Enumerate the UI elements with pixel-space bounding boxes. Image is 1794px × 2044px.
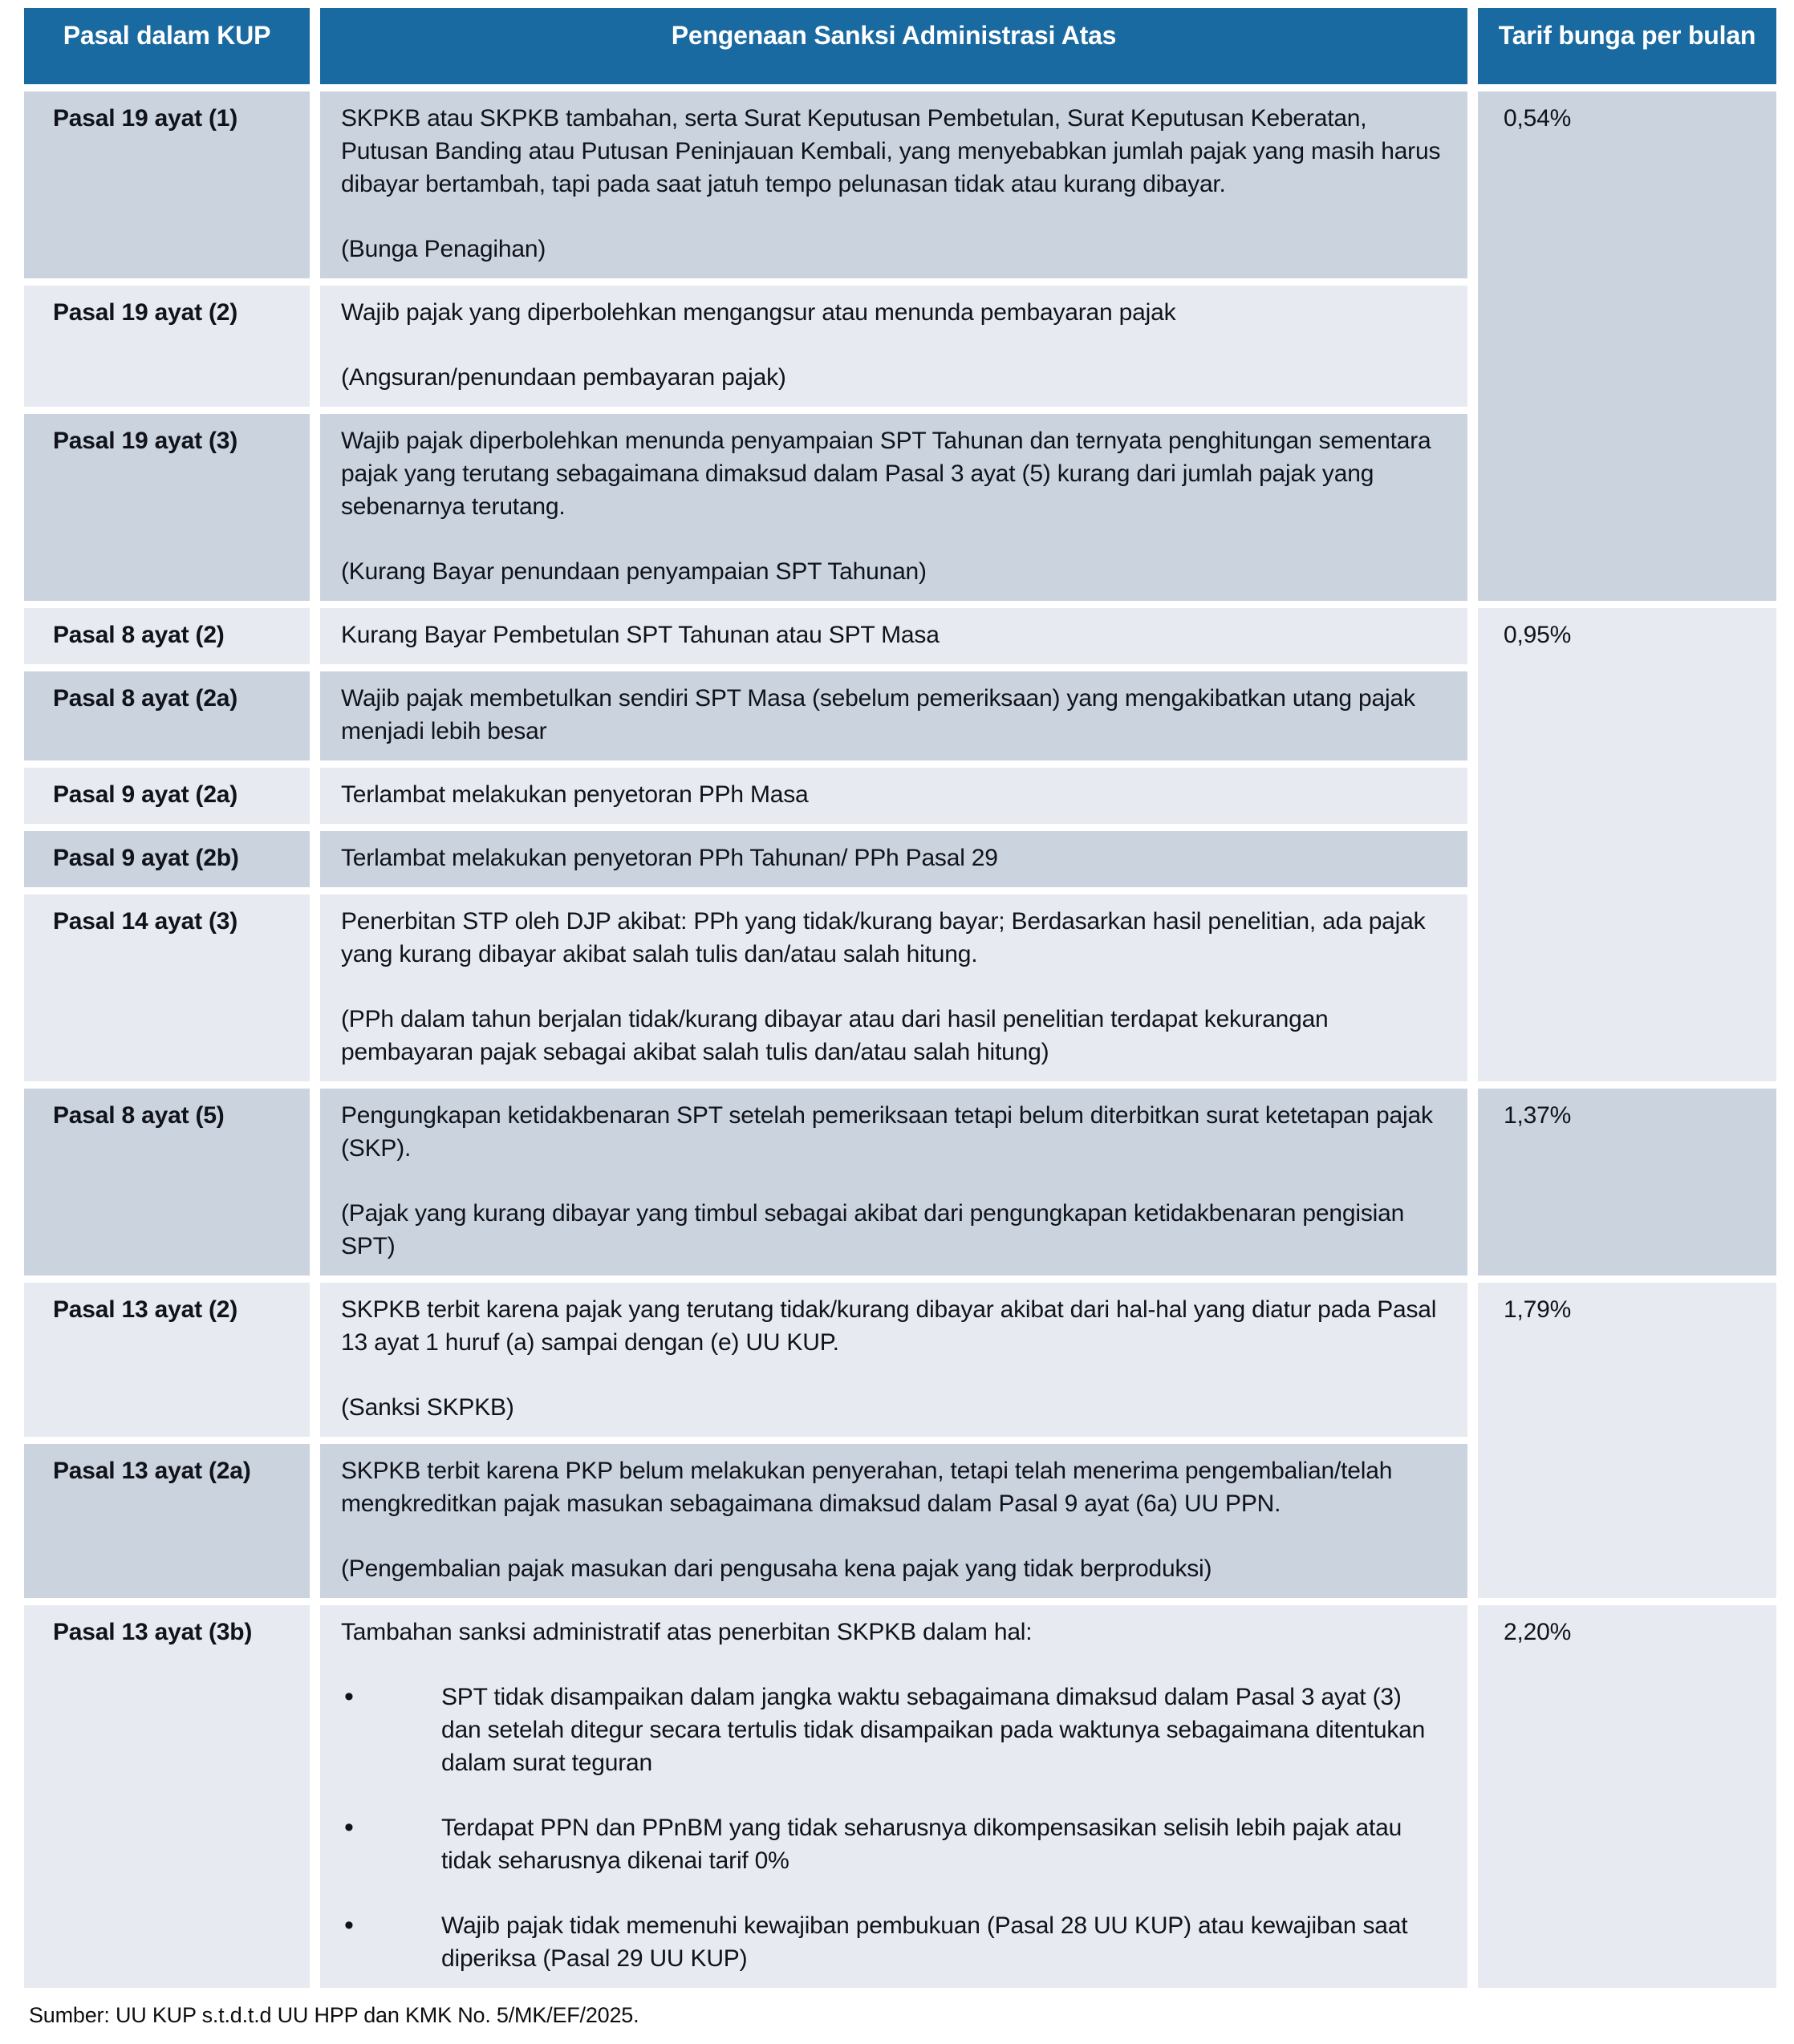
sanction-paragraph: Terlambat melakukan penyetoran PPh Tahunan/ PPh Pasal 29 xyxy=(341,845,998,871)
sanction-paragraph: (Sanksi SKPKB) xyxy=(341,1394,514,1421)
pasal-cell: Pasal 9 ayat (2a) xyxy=(24,768,310,824)
pasal-cell: Pasal 8 ayat (2) xyxy=(24,608,310,664)
sanction-cell xyxy=(320,414,1467,601)
column-header-sanksi: Pengenaan Sanksi Administrasi Atas xyxy=(320,8,1467,84)
sanction-paragraph: Pengungkapan ketidakbenaran SPT setelah pemeriksaan tetapi belum diterbitkan surat ketetapan pajak (SKP). xyxy=(341,1102,1433,1162)
pasal-cell: Pasal 19 ayat (1) xyxy=(24,91,310,278)
pasal-cell: Pasal 19 ayat (2) xyxy=(24,286,310,407)
pasal-cell: Pasal 8 ayat (2a) xyxy=(24,671,310,760)
sanction-paragraph: Wajib pajak diperbolehkan menunda penyampaian SPT Tahunan dan ternyata penghitungan sementara pajak yang terutang sebagaimana dimaksud dalam Pasal 3 ayat (5) kurang dari jumlah pajak yang sebenarnya terutang. xyxy=(341,428,1431,520)
rate-cell: 1,37% xyxy=(1478,1089,1776,1275)
pasal-cell: Pasal 13 ayat (3b) xyxy=(24,1605,310,1988)
sanction-paragraph: Kurang Bayar Pembetulan SPT Tahunan atau SPT Masa xyxy=(341,622,940,648)
sanction-cell xyxy=(320,286,1467,407)
pasal-cell: Pasal 14 ayat (3) xyxy=(24,894,310,1081)
rate-cell: 2,20% xyxy=(1478,1605,1776,1988)
pasal-cell: Pasal 13 ayat (2a) xyxy=(24,1444,310,1598)
column-header-pasal: Pasal dalam KUP xyxy=(24,8,310,84)
pasal-cell: Pasal 19 ayat (3) xyxy=(24,414,310,601)
sanction-bullet: • Wajib pajak tidak memenuhi kewajiban pembukuan (Pasal 28 UU KUP) atau kewajiban saat diperiksa (Pasal 29 UU KUP) xyxy=(341,1909,1443,1975)
sanction-paragraph: Penerbitan STP oleh DJP akibat: PPh yang tidak/kurang bayar; Berdasarkan hasil penelitian, ada pajak yang kurang dibayar akibat salah tulis dan/atau salah hitung. xyxy=(341,908,1426,967)
sanction-bullet: • Terdapat PPN dan PPnBM yang tidak seharusnya dikompensasikan selisih lebih pajak atau tidak seharusnya dikenai tarif 0% xyxy=(341,1811,1443,1877)
sanction-paragraph: (Pengembalian pajak masukan dari pengusaha kena pajak yang tidak berproduksi) xyxy=(341,1555,1212,1582)
sanction-paragraph: (Kurang Bayar penundaan penyampaian SPT Tahunan) xyxy=(341,558,927,585)
sanction-cell xyxy=(320,1605,1467,1988)
rate-cell: 0,54% xyxy=(1478,91,1776,601)
sanction-cell xyxy=(320,671,1467,760)
pasal-cell: Pasal 8 ayat (5) xyxy=(24,1089,310,1275)
sanction-paragraph: (Angsuran/penundaan pembayaran pajak) xyxy=(341,364,786,391)
sanction-paragraph: Tambahan sanksi administratif atas penerbitan SKPKB dalam hal: xyxy=(341,1619,1033,1645)
sanction-paragraph: (Pajak yang kurang dibayar yang timbul sebagai akibat dari pengungkapan ketidakbenaran pengisian SPT) xyxy=(341,1200,1405,1259)
sanction-cell xyxy=(320,1444,1467,1598)
sanctions-table xyxy=(24,8,1776,1988)
column-header-tarif: Tarif bunga per bulan xyxy=(1478,8,1776,84)
sanction-cell xyxy=(320,608,1467,664)
sanction-cell xyxy=(320,91,1467,278)
sanction-paragraph: Wajib pajak membetulkan sendiri SPT Masa (sebelum pemeriksaan) yang mengakibatkan utang pajak menjadi lebih besar xyxy=(341,685,1415,744)
rate-cell: 1,79% xyxy=(1478,1283,1776,1598)
sanction-paragraph: SKPKB terbit karena pajak yang terutang tidak/kurang dibayar akibat dari hal-hal yang diatur pada Pasal 13 ayat 1 huruf (a) sampai dengan (e) UU KUP. xyxy=(341,1296,1437,1356)
rate-cell: 0,95% xyxy=(1478,608,1776,1081)
sanction-cell xyxy=(320,1089,1467,1275)
sanction-bullet: • SPT tidak disampaikan dalam jangka waktu sebagaimana dimaksud dalam Pasal 3 ayat (3) dan setelah ditegur secara tertulis tidak disampaikan pada waktunya sebagaimana ditentukan dalam surat teguran xyxy=(341,1681,1443,1779)
sanction-cell xyxy=(320,894,1467,1081)
sanction-cell xyxy=(320,1283,1467,1437)
sanction-paragraph: SKPKB terbit karena PKP belum melakukan penyerahan, tetapi telah menerima pengembalian/telah mengkreditkan pajak masukan sebagaimana dimaksud dalam Pasal 9 ayat (6a) UU PPN. xyxy=(341,1458,1393,1517)
sanction-bullet-list xyxy=(341,1681,1443,1975)
sanction-paragraph: Terlambat melakukan penyetoran PPh Masa xyxy=(341,781,809,808)
sanction-paragraph: SKPKB atau SKPKB tambahan, serta Surat Keputusan Pembetulan, Surat Keputusan Keberatan, Putusan Banding atau Putusan Peninjauan Kembali, yang menyebabkan jumlah pajak yang masih harus dibayar bertambah, tapi pada saat jatuh tempo pelunasan tidak atau kurang dibayar. xyxy=(341,105,1441,197)
sanction-paragraph: (PPh dalam tahun berjalan tidak/kurang dibayar atau dari hasil penelitian terdapat kekurangan pembayaran pajak sebagai akibat salah tulis dan/atau salah hitung) xyxy=(341,1006,1329,1065)
source-note: Sumber: UU KUP s.t.d.t.d UU HPP dan KMK No. 5/MK/EF/2025. xyxy=(29,2003,639,2027)
sanction-cell xyxy=(320,768,1467,824)
sanction-paragraph: (Bunga Penagihan) xyxy=(341,236,546,262)
sanction-paragraph: Wajib pajak yang diperbolehkan mengangsur atau menunda pembayaran pajak xyxy=(341,299,1176,326)
pasal-cell: Pasal 13 ayat (2) xyxy=(24,1283,310,1437)
sanction-cell xyxy=(320,831,1467,887)
pasal-cell: Pasal 9 ayat (2b) xyxy=(24,831,310,887)
